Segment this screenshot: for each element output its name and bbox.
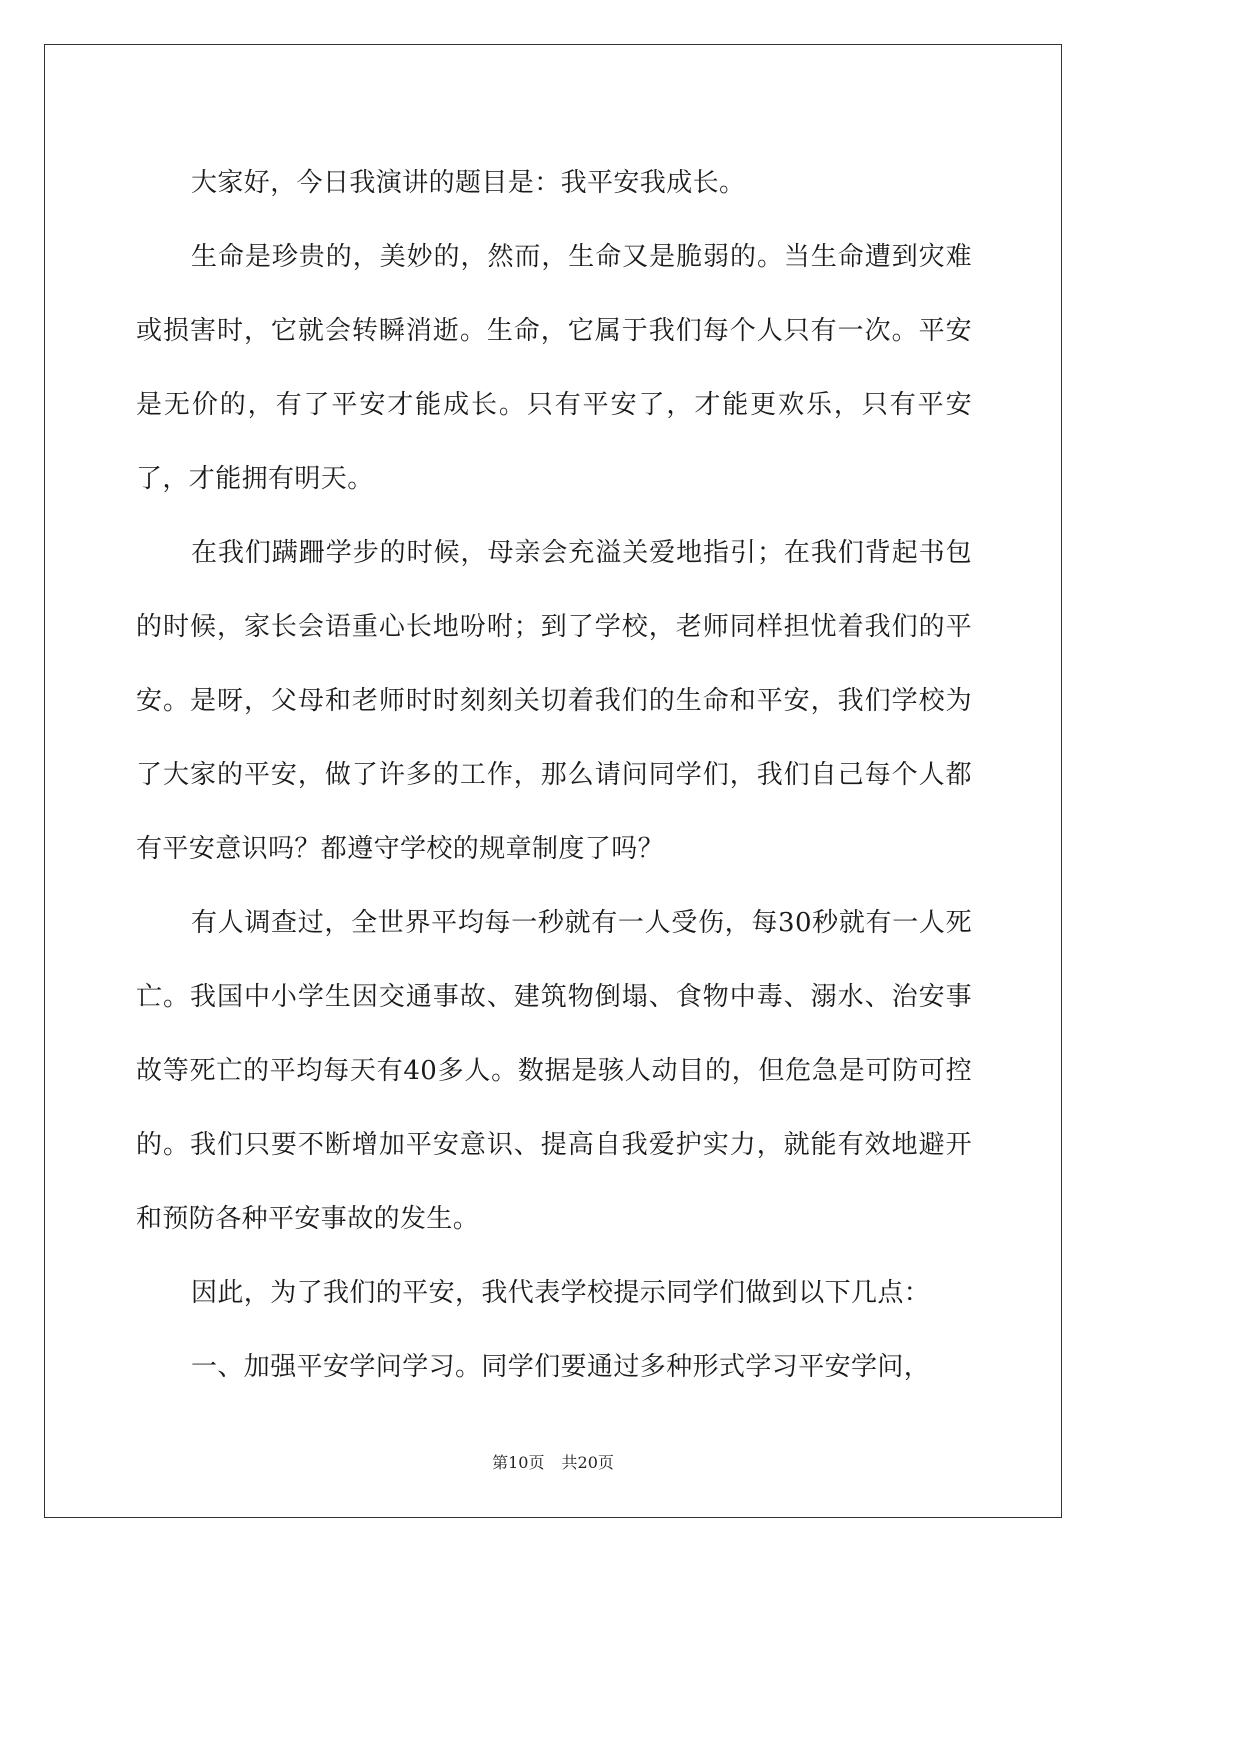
total-pages: 共20页 bbox=[561, 1453, 614, 1472]
document-body bbox=[136, 146, 972, 1404]
page-footer bbox=[0, 1452, 1106, 1474]
paragraph-statistics: 有人调查过，全世界平均每一秒就有一人受伤，每30秒就有一人死亡。我国中小学生因交通事故、建筑物倒塌、食物中毒、溺水、治安事故等死亡的平均每天有40多人。数据是骇人动目的，但危急是可防可控的。我们只要不断增加平安意识、提高自我爱护实力，就能有效地避开和预防各种平安事故的发生。 bbox=[136, 908, 972, 1234]
paragraph-greeting: 大家好，今日我演讲的题目是：我平安我成长。 bbox=[191, 168, 746, 198]
paragraph-point-one: 一、加强平安学问学习。同学们要通过多种形式学习平安学问， bbox=[191, 1352, 931, 1382]
page-number: 第10页 bbox=[492, 1453, 545, 1472]
paragraph-life: 生命是珍贵的，美妙的，然而，生命又是脆弱的。当生命遭到灾难或损害时，它就会转瞬消逝。生命，它属于我们每个人只有一次。平安是无价的，有了平安才能成长。只有平安了，才能更欢乐，只有平安了，才能拥有明天。 bbox=[136, 242, 972, 494]
paragraph-care: 在我们蹒跚学步的时候，母亲会充溢关爱地指引；在我们背起书包的时候，家长会语重心长地吩咐；到了学校，老师同样担忧着我们的平安。是呀，父母和老师时时刻刻关切着我们的生命和平安，我们学校为了大家的平安，做了许多的工作，那么请问同学们，我们自己每个人都有平安意识吗？都遵守学校的规章制度了吗？ bbox=[136, 538, 972, 864]
paragraph-reminder: 因此，为了我们的平安，我代表学校提示同学们做到以下几点： bbox=[191, 1278, 931, 1308]
